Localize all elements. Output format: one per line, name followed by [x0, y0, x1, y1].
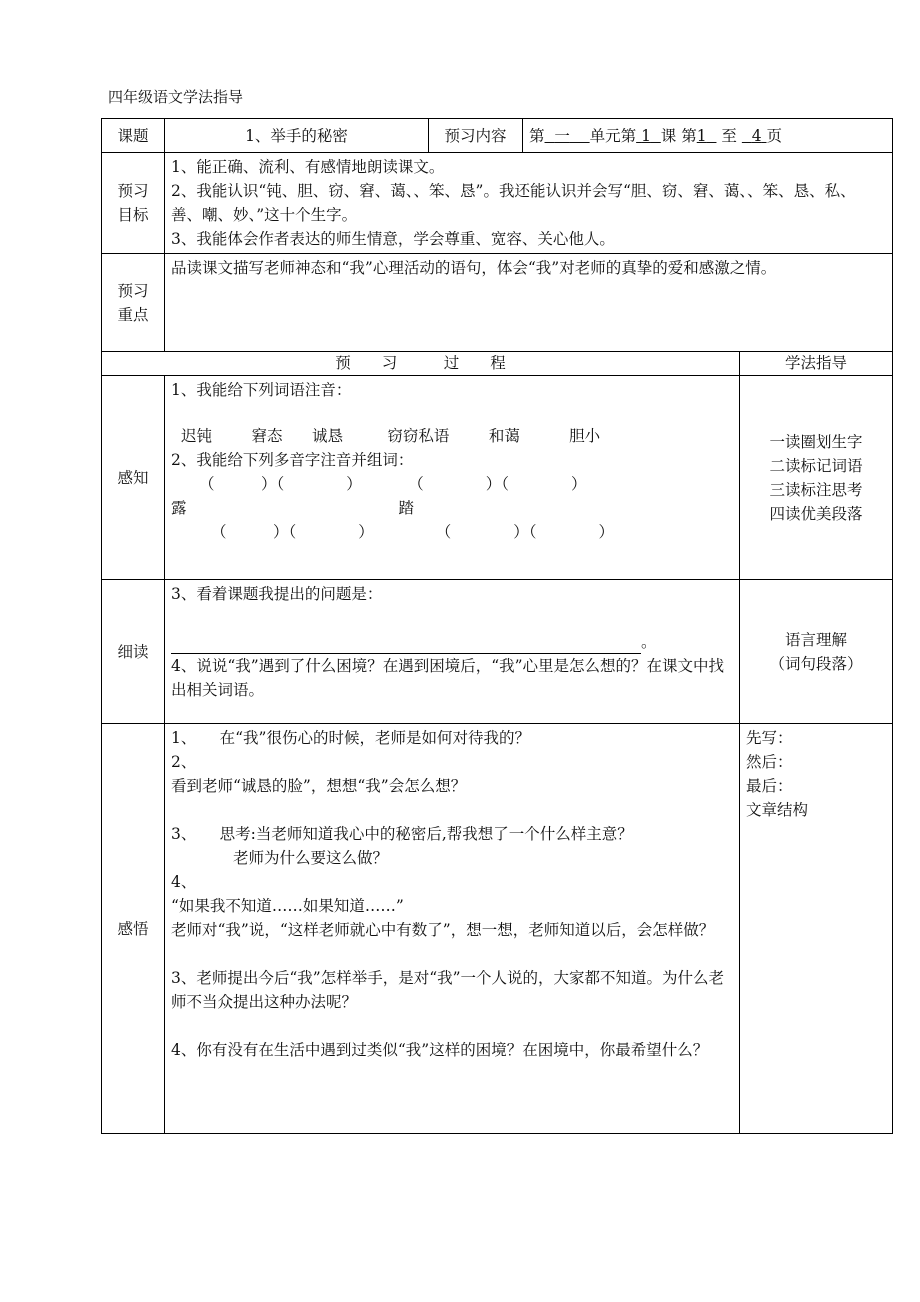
comprehend-line-13: 4、你有没有在生活中遇到过类似“我”这样的困境？在困境中，你最希望什么？: [171, 1041, 709, 1059]
careful-content: [165, 580, 740, 724]
method-read-1: 一读圈划生字: [769, 432, 863, 451]
lesson-row: [102, 119, 893, 153]
method-then: 然后：: [746, 753, 793, 771]
goal-item-3: 3、我能体会作者表达的师生情意，学会尊重、宽容、关心他人。: [171, 230, 615, 248]
study-guide-table: [101, 118, 893, 1134]
comprehend-line-9: 老师对“我”说，“这样老师就心中有数了”，想一想，老师知道以后，会怎样做？: [171, 921, 715, 939]
comprehend-line-4: [171, 798, 733, 822]
comprehend-line-3: 看到老师“诚恳的脸”，想想“我”会怎么想？: [171, 777, 467, 795]
word-5: 和蔼: [488, 427, 520, 445]
comprehend-line-6: 老师为什么要这么做？: [171, 849, 389, 867]
polyphone-char-2: 踏: [398, 499, 415, 517]
comprehend-line-7: 4、: [171, 873, 197, 891]
content-range: [523, 119, 893, 153]
comprehend-row: [102, 724, 893, 1134]
goal-item-2: 2、我能认识“钝、胆、窃、窘、蔼、、笨、恳”。我还能认识并会写“胆、窃、窘、蔼、、笨、恳、私、善、嘲、妙、”这十个生字。: [171, 182, 856, 224]
method-finally: 最后：: [746, 777, 793, 795]
document-title: 四年级语文学法指导: [108, 88, 244, 106]
focus-row: [102, 254, 893, 352]
goal-item-1: 1、能正确、流利、有感情地朗读课文。: [171, 158, 445, 176]
word-2: 窘态: [251, 427, 283, 445]
lesson-title: 1、举手的秘密: [165, 119, 429, 153]
paren-row-1: （ ）（ ） （ ）（ ）: [199, 475, 587, 493]
goals-label: [102, 153, 165, 254]
focus-label-b: 重点: [117, 305, 149, 324]
comprehend-line-5: 3、 思考:当老师知道我心中的秘密后,帮我想了一个什么样主意？: [171, 825, 633, 843]
goals-label-a: 预习: [117, 182, 149, 200]
perceive-row: [102, 376, 893, 580]
careful-q4: 4、说说“我”遇到了什么困境？在遇到困境后，“我”心里是怎么想的？在课文中找出相关词语。: [171, 657, 725, 699]
careful-label: 细读: [102, 580, 165, 724]
perceive-q2: 2、我能给下列多音字注音并组词：: [171, 451, 414, 469]
comprehend-label: 感悟: [102, 724, 165, 1134]
unit-suffix: 单元第: [589, 126, 637, 145]
range-prefix: 第: [529, 126, 545, 145]
answer-end: 。: [641, 633, 657, 651]
word-list: [171, 424, 733, 448]
comprehend-line-12: [171, 1014, 733, 1038]
method-first: 先写：: [746, 729, 793, 747]
careful-row: [102, 580, 893, 724]
focus-label-a: 预习: [117, 281, 149, 300]
comprehend-methods: [740, 724, 893, 1134]
word-1: 迟钝: [181, 427, 213, 445]
method-language-sub: （词句段落）: [769, 654, 863, 673]
answer-blank[interactable]: [171, 637, 641, 654]
word-4: 窃窃私语: [387, 427, 450, 445]
page-suffix: 页: [766, 126, 783, 145]
goals-label-b: 目标: [117, 206, 149, 224]
to-word: 至: [721, 126, 737, 145]
comprehend-line-8: “如果我不知道……如果知道……”: [171, 897, 404, 915]
method-read-3: 三读标注思考: [769, 480, 863, 499]
focus-label: [102, 254, 165, 352]
comprehend-content: [165, 724, 740, 1134]
method-header: 学法指导: [740, 352, 893, 376]
perceive-methods: [740, 376, 893, 580]
comprehend-line-1: 1、 在“我”很伤心的时候，老师是如何对待我的？: [171, 729, 530, 747]
page-from: 1: [696, 126, 707, 145]
word-3: 诚恳: [312, 427, 344, 445]
focus-content: 品读课文描写老师神态和“我”心理活动的语句，体会“我”对老师的真挚的爱和感激之情。: [165, 254, 893, 352]
page-to: 4: [751, 126, 762, 145]
lesson-suffix: 课 第: [660, 126, 697, 145]
lesson-label: 课题: [102, 119, 165, 153]
polyphone-char-1: 露: [171, 499, 187, 517]
comprehend-line-11: 3、老师提出今后“我”怎样举手，是对“我”一个人说的，大家都不知道。为什么老师不当众提出这种办法呢？: [171, 969, 725, 1011]
comprehend-line-2: 2、: [171, 753, 197, 771]
paren-row-2: （ ）（ ） （ ）（ ）: [211, 523, 615, 541]
comprehend-line-10: [171, 942, 733, 966]
method-read-2: 二读标记词语: [769, 456, 863, 475]
unit-number: 一: [554, 126, 570, 145]
content-label: 预习内容: [429, 119, 523, 153]
goals-row: [102, 153, 893, 254]
perceive-q1: 1、我能给下列词语注音：: [171, 381, 352, 399]
polyphone-chars: [171, 496, 733, 520]
goals-content: [165, 153, 893, 254]
process-header-row: [102, 352, 893, 376]
careful-methods: [740, 580, 893, 724]
process-header: 预 习 过 程: [102, 352, 740, 376]
method-read-4: 四读优美段落: [769, 504, 863, 523]
word-6: 胆小: [569, 427, 601, 445]
answer-line: [171, 630, 733, 654]
careful-q3: 3、看着课题我提出的问题是：: [171, 585, 383, 603]
perceive-label: 感知: [102, 376, 165, 580]
method-language: 语言理解: [785, 630, 848, 649]
lesson-number: 1: [641, 126, 651, 145]
method-structure: 文章结构: [746, 801, 809, 819]
perceive-content: [165, 376, 740, 580]
